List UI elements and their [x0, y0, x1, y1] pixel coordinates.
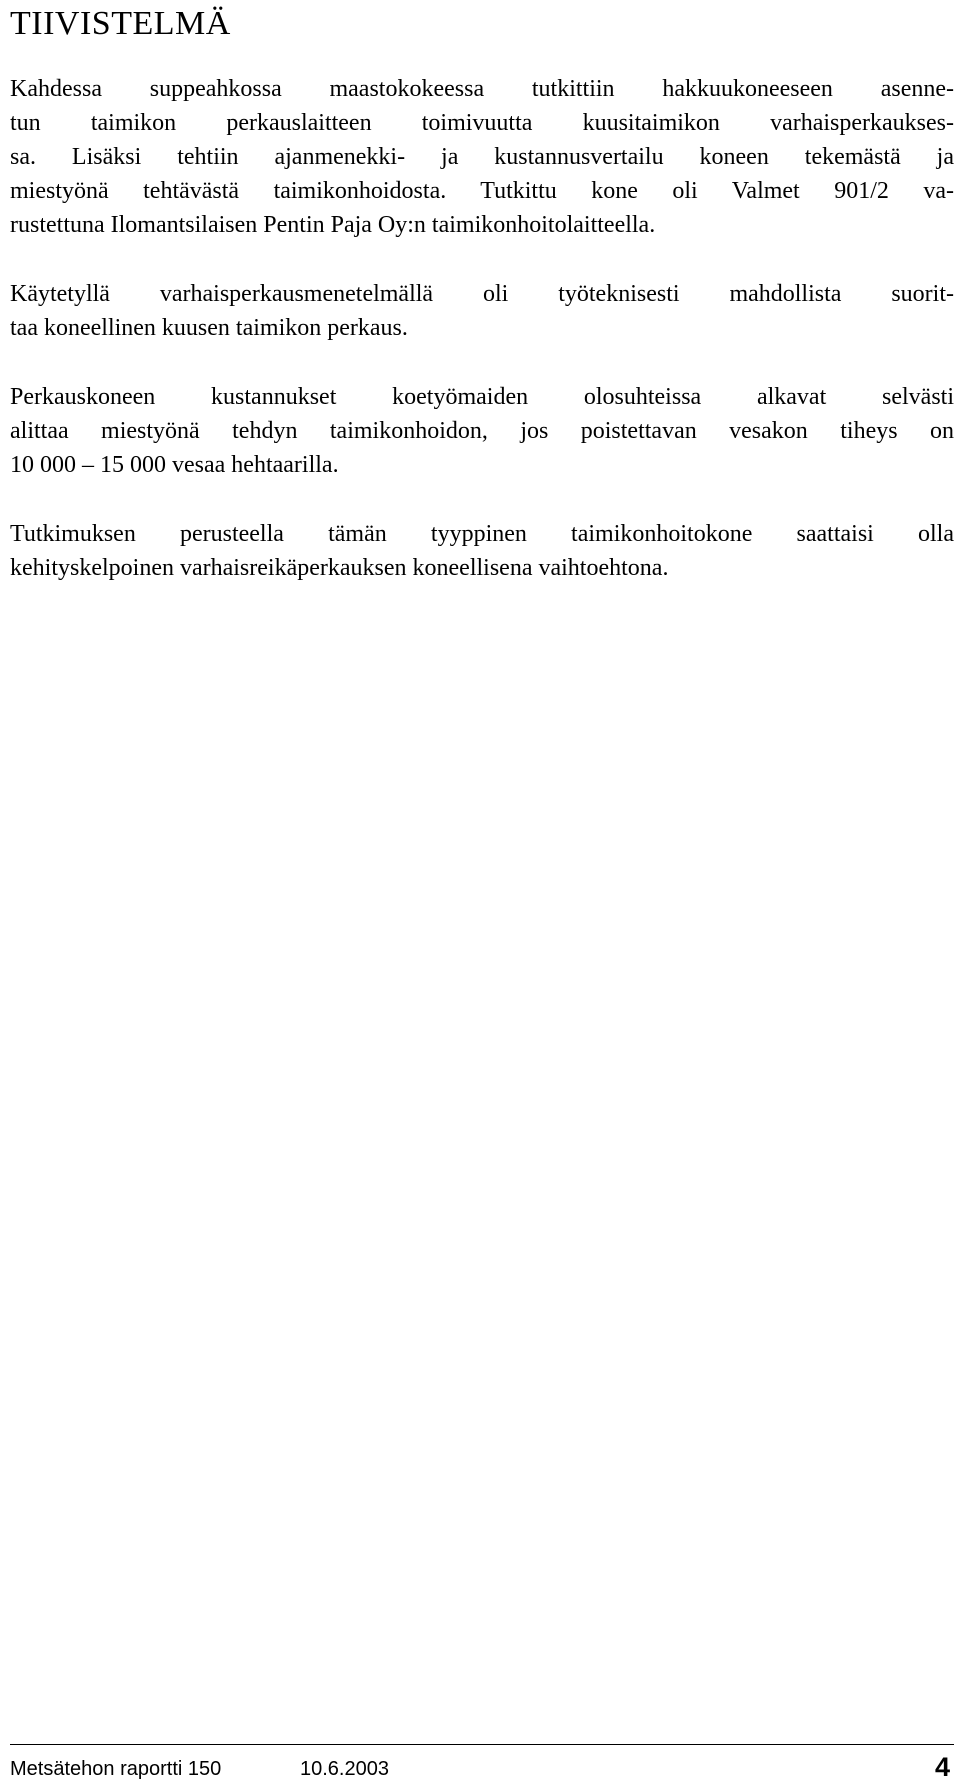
paragraph-3	[10, 380, 954, 482]
text-line: Käytetyllä varhaisperkausmenetelmällä oli työteknisesti mahdollista suorit-	[10, 281, 954, 307]
text-line: 10 000 – 15 000 vesaa hehtaarilla.	[10, 452, 339, 478]
text-line: taa koneellinen kuusen taimikon perkaus.	[10, 315, 408, 341]
footer-date: 10.6.2003	[300, 1758, 389, 1780]
paragraph-4	[10, 517, 954, 585]
paragraph-1	[10, 72, 954, 242]
footer-report-name: Metsätehon raportti 150	[10, 1758, 222, 1780]
page-title: TIIVISTELMÄ	[10, 5, 231, 42]
page-number: 4	[934, 1752, 950, 1782]
text-line: rustettuna Ilomantsilaisen Pentin Paja Oy:n taimikonhoitolaitteella.	[10, 212, 656, 238]
text-line: Tutkimuksen perusteella tämän tyyppinen taimikonhoitokone saattaisi olla	[10, 521, 954, 547]
text-line: sa. Lisäksi tehtiin ajanmenekki- ja kustannusvertailu koneen tekemästä ja	[10, 144, 954, 170]
document-page	[10, 0, 954, 1782]
page-footer	[10, 1744, 954, 1783]
text-line: kehityskelpoinen varhaisreikäperkauksen koneellisena vaihtoehtona.	[10, 555, 669, 581]
abstract-body	[10, 72, 954, 620]
text-line: miestyönä tehtävästä taimikonhoidosta. Tutkittu kone oli Valmet 901/2 va-	[10, 178, 954, 204]
text-line: tun taimikon perkauslaitteen toimivuutta kuusitaimikon varhaisperkaukses-	[10, 110, 954, 136]
text-line: Kahdessa suppeahkossa maastokokeessa tutkittiin hakkuukoneeseen asenne-	[10, 76, 954, 102]
paragraph-2	[10, 277, 954, 345]
text-line: Perkauskoneen kustannukset koetyömaiden olosuhteissa alkavat selvästi	[10, 384, 954, 410]
text-line: alittaa miestyönä tehdyn taimikonhoidon, jos poistettavan vesakon tiheys on	[10, 418, 954, 444]
